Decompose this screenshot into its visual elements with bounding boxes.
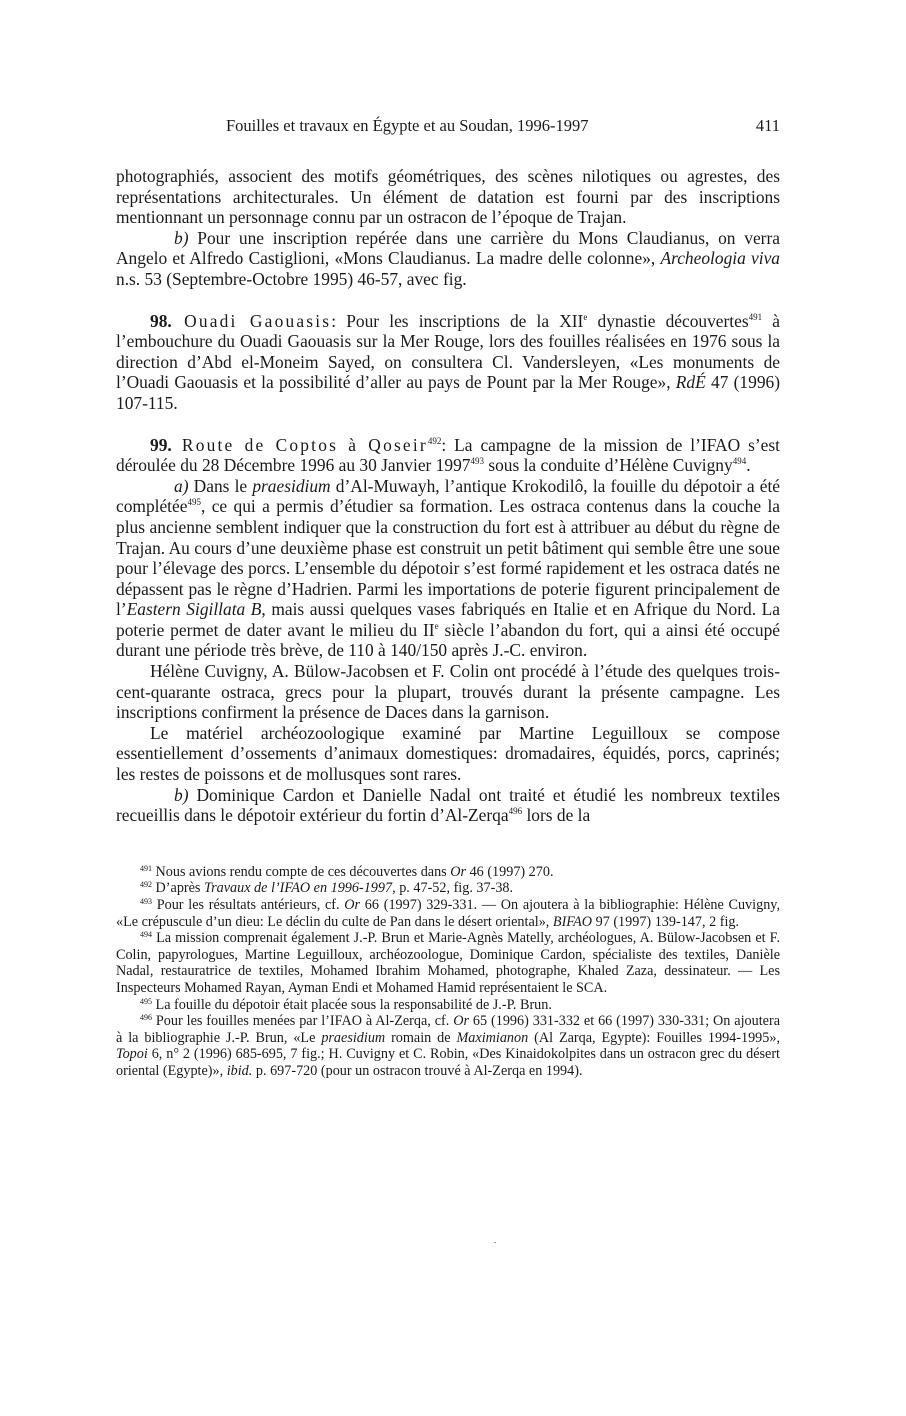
paragraph-a-al-muwayh xyxy=(116,476,780,661)
journal-title: Travaux de l’IFAO en 1996-1997 xyxy=(204,880,393,897)
footnote-number: 492 xyxy=(140,880,152,890)
text-run: 97 (1997) 139-147, 2 fig. xyxy=(592,913,740,930)
footnote-ref: 495 xyxy=(187,497,201,508)
section-number: 99. xyxy=(150,434,172,455)
footnote-ref: 492 xyxy=(427,435,442,446)
footnote-number: 495 xyxy=(140,996,152,1006)
text-run: 65 (1996) 331-332 et 66 (1997) 330-331; On ajoutera à la bibliographie J.-P. Brun, «Le xyxy=(116,1013,780,1046)
text-run: : Pour les inscriptions de la XII xyxy=(331,310,584,331)
footnote-493 xyxy=(116,897,780,930)
footnote-496 xyxy=(116,1013,780,1079)
footnote-number: 496 xyxy=(140,1013,152,1023)
journal-title: Or xyxy=(450,863,467,880)
journal-title: BIFAO xyxy=(552,913,593,930)
paragraph-b-textiles xyxy=(116,785,780,826)
italic-term: Maximianon xyxy=(456,1029,529,1046)
paragraph-b-mons-claudianus xyxy=(116,228,780,290)
text-run: p. 697-720 (pour un ostracon trouvé à Al-Zerqa en 1994). xyxy=(252,1062,583,1079)
text-run: La fouille du dépotoir était placée sous la responsabilité de J.-P. Brun. xyxy=(152,996,552,1013)
text-run: Dominique Cardon et Danielle Nadal ont traité et étudié les nombreux textiles recueillis dans le dépotoir extérieur du fortin d’Al-Zerqa xyxy=(116,784,780,826)
text-run: dynastie découvertes xyxy=(587,310,749,331)
text-run: La mission comprenait également J.-P. Brun et Marie-Agnès Matelly, archéologues, A. Bülow-Jacobsen et F. Colin, papyrologues, Martine Leguilloux, archéozoologue, Dominique Cardon, spécialiste des textiles, Danièle Nadal, restauratrice de textiles, Mohamed Ibrahim Mohamed, photographe, Khaled Zaza, dessinateur. — Les Inspecteurs Mohamed Rayan, Ayman Endi et Mohamed Hamid représentaient le SCA. xyxy=(116,930,780,996)
footnote-491 xyxy=(116,864,780,881)
journal-title: RdÉ xyxy=(675,372,706,393)
text-run: : La campagne de la mission de l’IFAO s’est déroulée du 28 Décembre 1996 au 30 Janvier 1997 xyxy=(116,434,780,476)
text-run: D’après xyxy=(152,880,204,897)
footnote-495 xyxy=(116,997,780,1014)
paragraph-continuation: photographiés, associent des motifs géométriques, des scènes nilotiques ou agrestes, des représentations architecturales. Un élément de datation est fourni par des inscriptions mentionnant un personnage connu par un ostracon de l’époque de Trajan. xyxy=(116,166,780,228)
text-run: , p. 47-52, fig. 37-38. xyxy=(392,880,514,897)
italic-term: ibid. xyxy=(226,1062,253,1079)
footnote-number: 491 xyxy=(140,863,152,873)
scan-speck xyxy=(494,1242,496,1243)
section-place: Ouadi Gaouasis xyxy=(171,310,332,331)
italic-term: praesidium xyxy=(321,1029,386,1046)
superscript: e xyxy=(434,620,439,631)
text-run: romain de xyxy=(385,1029,457,1046)
footnote-ref: 493 xyxy=(470,456,484,467)
footnote-number: 493 xyxy=(140,897,152,906)
text-run: lors de la xyxy=(522,805,591,826)
text-run: sous la conduite d’Hélène Cuvigny xyxy=(483,455,733,476)
paragraph-ostraca: Hélène Cuvigny, A. Bülow-Jacobsen et F. Colin ont procédé à l’étude des quelques trois-cent-quarante ostraca, grecs pour la plupart, trouvés durant la présente campagne. Les inscriptions confirment la présence de Daces dans la garnison. xyxy=(116,661,780,723)
footnote-492 xyxy=(116,880,780,897)
text-run: Dans le xyxy=(188,475,253,496)
text-run: , mais aussi quelques vases fabriqués en Italie et en Afrique du Nord. La poterie permet de dater avant le milieu du II xyxy=(116,599,780,640)
item-label: a) xyxy=(174,475,189,496)
section-place: Route de Coptos à Qoseir xyxy=(171,434,428,455)
section-99 xyxy=(116,435,780,476)
text-run: d’Al-Muwayh, l’antique Krokodilô, la fouille du dépotoir a été complétée xyxy=(116,475,780,517)
text-run: à l’embouchure du Ouadi Gaouasis sur la Mer Rouge, lors des fouilles réalisées en 1976 sous la direction d’Abd el-Moneim Sayed, on consultera Cl. Vandersleyen, «Les monuments de l’Ouadi Gaouasis et la possibilité d’aller au pays de Pount par la Mer Rouge», xyxy=(116,310,780,393)
journal-title: Topoi xyxy=(116,1046,148,1063)
italic-term: Eastern Sigillata B xyxy=(126,599,262,620)
page-number: 411 xyxy=(755,116,780,135)
section-number: 98. xyxy=(150,310,172,331)
running-header xyxy=(116,112,780,142)
text-run: 6, n° 2 (1996) 685-695, 7 fig.; H. Cuvigny et C. Robin, «Des Kinaidokolpites dans un ostracon grec du désert oriental (Egypte)», xyxy=(116,1046,780,1079)
footnote-494 xyxy=(116,930,780,996)
header-title: Fouilles et travaux en Égypte et au Soudan, 1996-1997 xyxy=(226,116,589,135)
text-run: (Al Zarqa, Egypte): Fouilles 1994-1995», xyxy=(528,1029,781,1046)
text-run: Pour les résultats antérieurs, cf. xyxy=(152,897,345,913)
paragraph-archeozoologie: Le matériel archéozoologique examiné par Martine Leguilloux se compose essentiellement d’ossements d’animaux domestiques: dromadaires, équidés, porcs, caprinés; les restes de poissons et de mollusques sont rares. xyxy=(116,722,780,785)
footnotes xyxy=(116,864,780,1080)
page xyxy=(116,112,780,1080)
journal-title: Or xyxy=(344,897,361,913)
text-run: 47 (1996) 107-115. xyxy=(116,372,780,413)
main-text xyxy=(116,166,780,826)
text-run: Nous avions rendu compte de ces découvertes dans xyxy=(152,863,451,880)
text-run: 66 (1997) 329-331. — On ajoutera à la bibliographie: Hélène Cuvigny, «Le crépuscule d’un dieu: Le déclin du culte de Pan dans le désert oriental», xyxy=(116,897,781,930)
text-run: . xyxy=(746,455,751,476)
text-run: 46 (1997) 270. xyxy=(466,863,554,880)
footnote-ref: 496 xyxy=(508,806,523,817)
journal-title: Or xyxy=(453,1013,469,1030)
text-run: , ce qui a permis d’étudier sa formation. Les ostraca contenus dans la couche la plus ancienne semblent indiquer que la construction du fort est à attribuer au début du règne de Trajan. Au cours d’une deuxième phase est construit un petit bâtiment qui semble être une soue pour l’élevage des porcs. L’ensemble du dépotoir s’est formé rapidement et les ostraca datés ne dépassent pas le règne d’Hadrien. Parmi les importations de poterie figurent principalement de l’ xyxy=(116,496,780,620)
text-run: siècle l’abandon du fort, qui a ainsi été occupé durant une période très brève, de 110 à 140/150 après J.-C. environ. xyxy=(116,619,780,661)
italic-term: praesidium xyxy=(252,475,331,496)
section-98 xyxy=(116,311,780,414)
text-run: Pour une inscription repérée dans une carrière du Mons Claudianus, on verra Angelo et Alfredo Castiglioni, «Mons Claudianus. La madre delle colonne», xyxy=(116,227,780,269)
footnote-ref: 494 xyxy=(732,456,747,467)
footnote-number: 494 xyxy=(140,930,152,940)
item-label: b) xyxy=(174,784,189,805)
text-run: Pour les fouilles menées par l’IFAO à Al-Zerqa, cf. xyxy=(152,1013,454,1030)
superscript: e xyxy=(583,311,588,322)
item-label: b) xyxy=(174,227,189,248)
text-run: n.s. 53 (Septembre-Octobre 1995) 46-57, avec fig. xyxy=(116,268,467,289)
journal-title: Archeologia viva xyxy=(660,248,780,269)
footnote-ref: 491 xyxy=(748,311,763,322)
